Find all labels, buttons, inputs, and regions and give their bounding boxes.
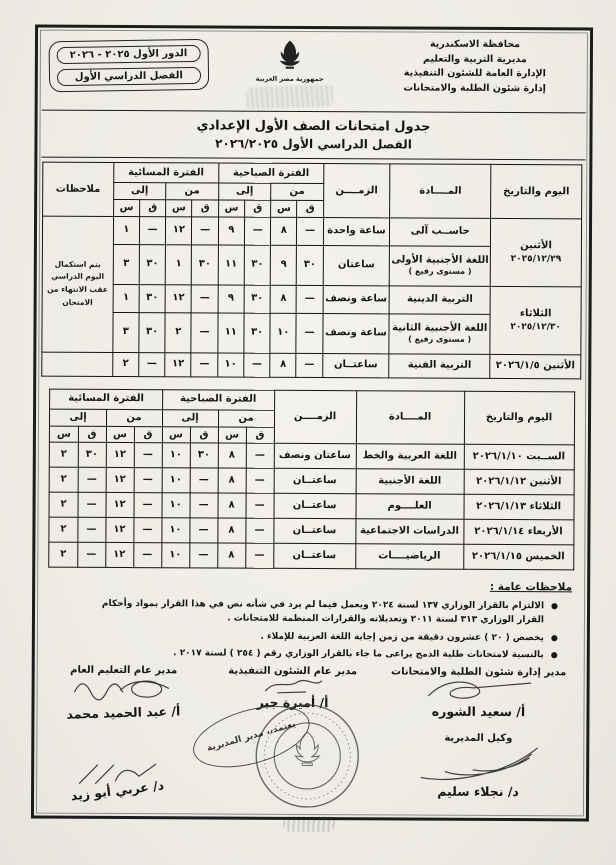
time-value: ٣٠ xyxy=(244,313,270,353)
signature-title: مدير عام التعليم العام xyxy=(70,664,178,676)
subject-cell: التربية الفنية xyxy=(389,353,490,378)
time-value: ١١ xyxy=(218,313,244,353)
subheader-from: من xyxy=(166,183,219,200)
time-value: — xyxy=(245,518,273,543)
bullet-icon: ● xyxy=(550,650,558,660)
emblem-caption: جمهورية مصر العربية xyxy=(255,74,324,84)
time-value: ١٢ xyxy=(165,352,191,376)
subheader-minutes: ق xyxy=(78,426,106,443)
time-value: ٢ xyxy=(50,467,78,492)
subheader-minutes: ق xyxy=(246,427,274,444)
time-cell: ساعة واحدة xyxy=(323,217,390,245)
time-value: ٩ xyxy=(270,245,296,285)
signature-title: مدير عام الشئون التنفيذية xyxy=(228,665,358,677)
time-value: ٣٠ xyxy=(244,245,270,285)
subject-cell: حاســب آلى xyxy=(390,217,491,246)
exam-table-week2 xyxy=(49,388,575,570)
day-name: الأثنين xyxy=(520,240,552,252)
day-cell: الســبت ٢٠٢٦/١/١٠ xyxy=(464,444,574,470)
time-value: ١٠ xyxy=(161,543,189,568)
letterhead-line: مديرية التربية والتعليم xyxy=(422,53,527,65)
header-divider xyxy=(42,110,586,114)
time-value: — xyxy=(134,443,162,468)
bullet-icon: ● xyxy=(550,633,558,643)
time-value: — xyxy=(297,217,323,245)
exam-table-week1 xyxy=(41,162,582,379)
time-cell: ساعتــان xyxy=(322,353,389,377)
signature-name: أ/ سعيد الشوره xyxy=(431,703,526,719)
time-value: — xyxy=(246,493,274,518)
day-cell: الثلاثاء ٢٠٢٦/١/١٣ xyxy=(464,494,574,520)
signature-directorate-deputy xyxy=(403,732,553,799)
day-cell: الأثنين ٢٠٢٦/١/١٢ xyxy=(464,469,574,495)
signature-title: وكيل المديرية xyxy=(444,732,513,744)
signature-title: مدير إدارة شئون الطلبة والامتحانات xyxy=(391,665,567,678)
col-header-morning-period: الفترة الصباحية xyxy=(162,389,274,410)
subheader-minutes: ق xyxy=(190,426,218,443)
time-cell: ساعتــان xyxy=(274,468,356,493)
time-value: ٨ xyxy=(270,353,296,377)
subheader-hours: س xyxy=(271,200,297,217)
time-value: ١ xyxy=(113,216,139,244)
subject-level: ( مستوى رفيع ) xyxy=(408,334,472,345)
time-value: — xyxy=(78,467,106,492)
col-header-evening-period: الفترة المسائية xyxy=(50,389,162,410)
subheader-from: من xyxy=(271,183,324,200)
national-emblem xyxy=(234,37,344,109)
time-value: — xyxy=(139,216,165,244)
time-value: — xyxy=(189,518,217,543)
eagle-emblem-icon xyxy=(273,39,307,71)
subheader-hours: س xyxy=(50,426,78,443)
subheader-hours: س xyxy=(166,200,192,217)
time-value: ١٠ xyxy=(161,518,189,543)
time-value: ٣٠ xyxy=(139,244,165,284)
day-name: الثلاثاء xyxy=(519,308,552,320)
time-value: ٣٠ xyxy=(78,442,106,467)
time-cell: ساعتــان xyxy=(273,543,355,568)
faint-stamp-mark xyxy=(283,815,335,831)
document-content xyxy=(34,28,590,819)
time-cell: ساعتان ونصف xyxy=(274,443,356,468)
time-value: ١٢ xyxy=(106,442,134,467)
subject-cell: العلــــوم xyxy=(356,494,464,520)
time-value: — xyxy=(77,517,105,542)
time-value: ٣٠ xyxy=(139,312,165,352)
subheader-hours: س xyxy=(162,426,190,443)
time-value: ١٢ xyxy=(105,542,133,567)
time-value: — xyxy=(189,543,217,568)
time-value: — xyxy=(191,312,217,352)
time-value: — xyxy=(78,492,106,517)
subheader-hours: س xyxy=(218,427,246,444)
notes-cell: يتم استكمال اليوم الدراسي عقب الانتهاء من الامتحان xyxy=(42,216,113,352)
letterhead-line: محافظة الاسكندرية xyxy=(429,38,521,51)
subheader-minutes: ق xyxy=(297,200,323,217)
subject-cell: التربية الدينية xyxy=(389,285,490,314)
time-value: ١٢ xyxy=(165,284,191,312)
signature-general-education-director xyxy=(43,664,203,721)
time-value: — xyxy=(246,468,274,493)
time-value: ٣ xyxy=(113,244,139,284)
subheader-hours: س xyxy=(218,200,244,217)
day-cell: الأربعاء ٢٠٢٦/١/١٤ xyxy=(463,519,573,545)
subheader-to: إلى xyxy=(113,182,166,199)
time-value: — xyxy=(297,285,323,313)
signature-name: أ/ أميرة جبر xyxy=(256,694,329,710)
subheader-minutes: ق xyxy=(245,200,271,217)
signature-name: د/ نجلاء سليم xyxy=(437,783,519,799)
round-label-stamps xyxy=(48,39,208,93)
subheader-to: إلى xyxy=(218,183,271,200)
time-value: — xyxy=(133,543,161,568)
subheader-to: إلى xyxy=(50,409,106,426)
time-value: ١ xyxy=(165,244,191,284)
time-value: ١ xyxy=(113,284,139,312)
time-cell: ساعتــان xyxy=(274,493,356,518)
subject-cell: الدراسات الاجتماعية xyxy=(355,519,463,545)
time-value: — xyxy=(77,542,105,567)
time-value: — xyxy=(134,468,162,493)
col-header-subject: المــــادة xyxy=(356,390,464,444)
subheader-from: من xyxy=(218,410,274,427)
letterhead-line: الإدارة العامة للشئون التنفيذية xyxy=(403,67,546,80)
time-value: — xyxy=(245,543,273,568)
subject-cell: اللغة الأجنبية xyxy=(356,469,464,495)
time-value: ٨ xyxy=(218,443,246,468)
signature-directorate-director xyxy=(67,753,165,803)
time-cell: ساعتــان xyxy=(273,518,355,543)
day-cell xyxy=(490,286,581,354)
signature-name: د/ عربي أبو زيد xyxy=(69,777,165,803)
letterhead xyxy=(45,33,583,111)
time-value: ١٢ xyxy=(166,216,192,244)
round-box-exam-session: الدور الأول ٢٠٢٥ - ٢٠٢٦ xyxy=(57,45,201,64)
time-value: ١٢ xyxy=(106,467,134,492)
time-value: ٢ xyxy=(49,517,77,542)
page-subtitle: الفصل الدراسي الأول ٢٠٢٦/٢٠٢٥ xyxy=(215,136,412,152)
time-value: — xyxy=(139,352,165,376)
time-value: ٣٠ xyxy=(139,284,165,312)
time-value: — xyxy=(246,443,274,468)
note-text: الالتزام بالقرار الوزاري ١٣٧ لسنة ٢٠٢٤ ويعمل فيما لم يرد في شأنه نص في هذا القرار بمواد وأحكام القرار الوزاري ٣١٣ لسنة ٢٠١١ وتعديلاته والقرارات المنظمة للامتحانات . xyxy=(101,598,545,626)
time-value: ٨ xyxy=(218,468,246,493)
time-value: — xyxy=(296,313,322,353)
letterhead-line: إدارة شئون الطلبة والامتحانات xyxy=(403,82,546,95)
time-cell: ساعة ونصف xyxy=(323,313,390,353)
notes-heading: ملاحظات عامة : xyxy=(489,580,573,594)
general-notes xyxy=(42,568,580,663)
day-cell xyxy=(490,218,581,286)
subheader-from: من xyxy=(106,409,162,426)
time-value: ١٠ xyxy=(162,443,190,468)
time-value: ٢ xyxy=(165,312,191,352)
time-cell: ساعة ونصف xyxy=(323,285,390,313)
time-value: ١٠ xyxy=(162,493,190,518)
day-cell: الأثنين ٢٠٢٦/١/٥ xyxy=(490,354,581,378)
time-value: ٣ xyxy=(113,312,139,352)
time-value: — xyxy=(133,518,161,543)
time-value: — xyxy=(244,353,270,377)
subheader-minutes: ق xyxy=(140,200,166,217)
note-item xyxy=(78,597,558,628)
time-value: ٩ xyxy=(218,217,244,245)
time-value: — xyxy=(296,353,322,377)
col-header-day: اليوم والتاريخ xyxy=(491,164,582,218)
signature-scribble-icon xyxy=(69,675,179,702)
col-header-notes: ملاحظات xyxy=(43,162,114,216)
time-value: ٣٠ xyxy=(192,244,218,284)
notes-cell-empty xyxy=(42,352,113,376)
time-value: ٩ xyxy=(218,285,244,313)
time-value: — xyxy=(244,217,270,245)
letterhead-department-lines xyxy=(371,37,579,97)
time-value: — xyxy=(190,468,218,493)
subheader-hours: س xyxy=(106,426,134,443)
day-date: ٢٠٢٥/١٢/٣٠ xyxy=(510,321,561,332)
subject-cell xyxy=(390,245,491,286)
time-value: ٨ xyxy=(270,285,296,313)
time-value: ٣٠ xyxy=(297,245,323,285)
time-value: — xyxy=(192,284,218,312)
time-value: ٢ xyxy=(112,352,138,376)
col-header-time: الزمــــن xyxy=(274,390,356,444)
bullet-icon: ● xyxy=(551,601,559,611)
signature-scribble-icon xyxy=(413,743,543,784)
signature-exams-director xyxy=(383,666,573,719)
signature-name: أ/ عبد الحميد محمد xyxy=(66,702,181,722)
note-item xyxy=(78,646,558,663)
time-value: — xyxy=(134,493,162,518)
document-frame xyxy=(31,25,593,822)
subheader-hours: س xyxy=(113,199,139,216)
day-date: ٢٠٢٥/١٢/٢٩ xyxy=(510,253,562,264)
time-value: ٨ xyxy=(271,217,297,245)
time-value: ٢ xyxy=(50,442,78,467)
col-header-day: اليوم والتاريخ xyxy=(464,391,574,445)
time-value: ١٠ xyxy=(270,313,296,353)
subheader-to: إلى xyxy=(162,409,218,426)
time-value: ١٢ xyxy=(106,492,134,517)
day-cell: الخميس ٢٠٢٦/١/١٥ xyxy=(463,544,573,570)
signature-scribble-icon xyxy=(258,676,328,694)
time-value: — xyxy=(192,216,218,244)
col-header-evening-period: الفترة المسائية xyxy=(113,162,218,183)
signature-scribble-icon xyxy=(419,677,539,704)
col-header-morning-period: الفترة الصباحية xyxy=(218,163,323,184)
col-header-subject: المــــادة xyxy=(390,164,491,218)
subject-cell xyxy=(389,313,490,354)
time-value: ٣٠ xyxy=(244,285,270,313)
time-value: ٨ xyxy=(217,518,245,543)
subheader-minutes: ق xyxy=(134,426,162,443)
subject-name: اللغة الأجنبية الثانية xyxy=(392,322,488,334)
subject-cell: الرياضيــــات xyxy=(355,544,463,570)
faint-stamp-impression xyxy=(246,85,333,110)
time-value: ١١ xyxy=(218,245,244,285)
time-value: ١٢ xyxy=(105,517,133,542)
time-value: — xyxy=(191,352,217,376)
col-header-time: الزمــــن xyxy=(323,164,390,218)
title-divider xyxy=(41,157,585,161)
round-box-semester: الفصل الدراسي الأول xyxy=(57,67,201,86)
approval-stamp-text: يعتمد،، مدير المديرية xyxy=(205,719,297,754)
time-value: — xyxy=(190,493,218,518)
subheader-minutes: ق xyxy=(192,200,218,217)
subject-level: ( مستوى رفيع ) xyxy=(408,266,472,277)
time-value: ٢ xyxy=(49,492,77,517)
time-value: ٨ xyxy=(218,493,246,518)
time-value: ٣٠ xyxy=(190,443,218,468)
note-text: بالنسبة لامتحانات طلبة الدمج يراعى ما جاء بالقرار الوزاري رقم ( ٢٥٤ ) لسنة ٢٠١٧ . xyxy=(173,648,544,661)
subject-cell: اللغة العربية والخط xyxy=(356,444,464,470)
time-value: ١٠ xyxy=(162,468,190,493)
time-value: ١٠ xyxy=(217,353,243,377)
time-cell: ساعتان xyxy=(323,245,390,285)
signatures-block xyxy=(41,664,580,843)
time-value: ٨ xyxy=(217,543,245,568)
page-title: جدول امتحانات الصف الأول الإعدادي xyxy=(196,118,431,135)
note-text: يخصص ( ٢٠ ) عشرون دقيقة من زمن إجابة اللغة العربية للإملاء . xyxy=(260,631,544,643)
note-item xyxy=(78,629,558,646)
subject-name: اللغة الأجنبية الأولى xyxy=(391,254,489,266)
time-value: ٢ xyxy=(49,542,77,567)
